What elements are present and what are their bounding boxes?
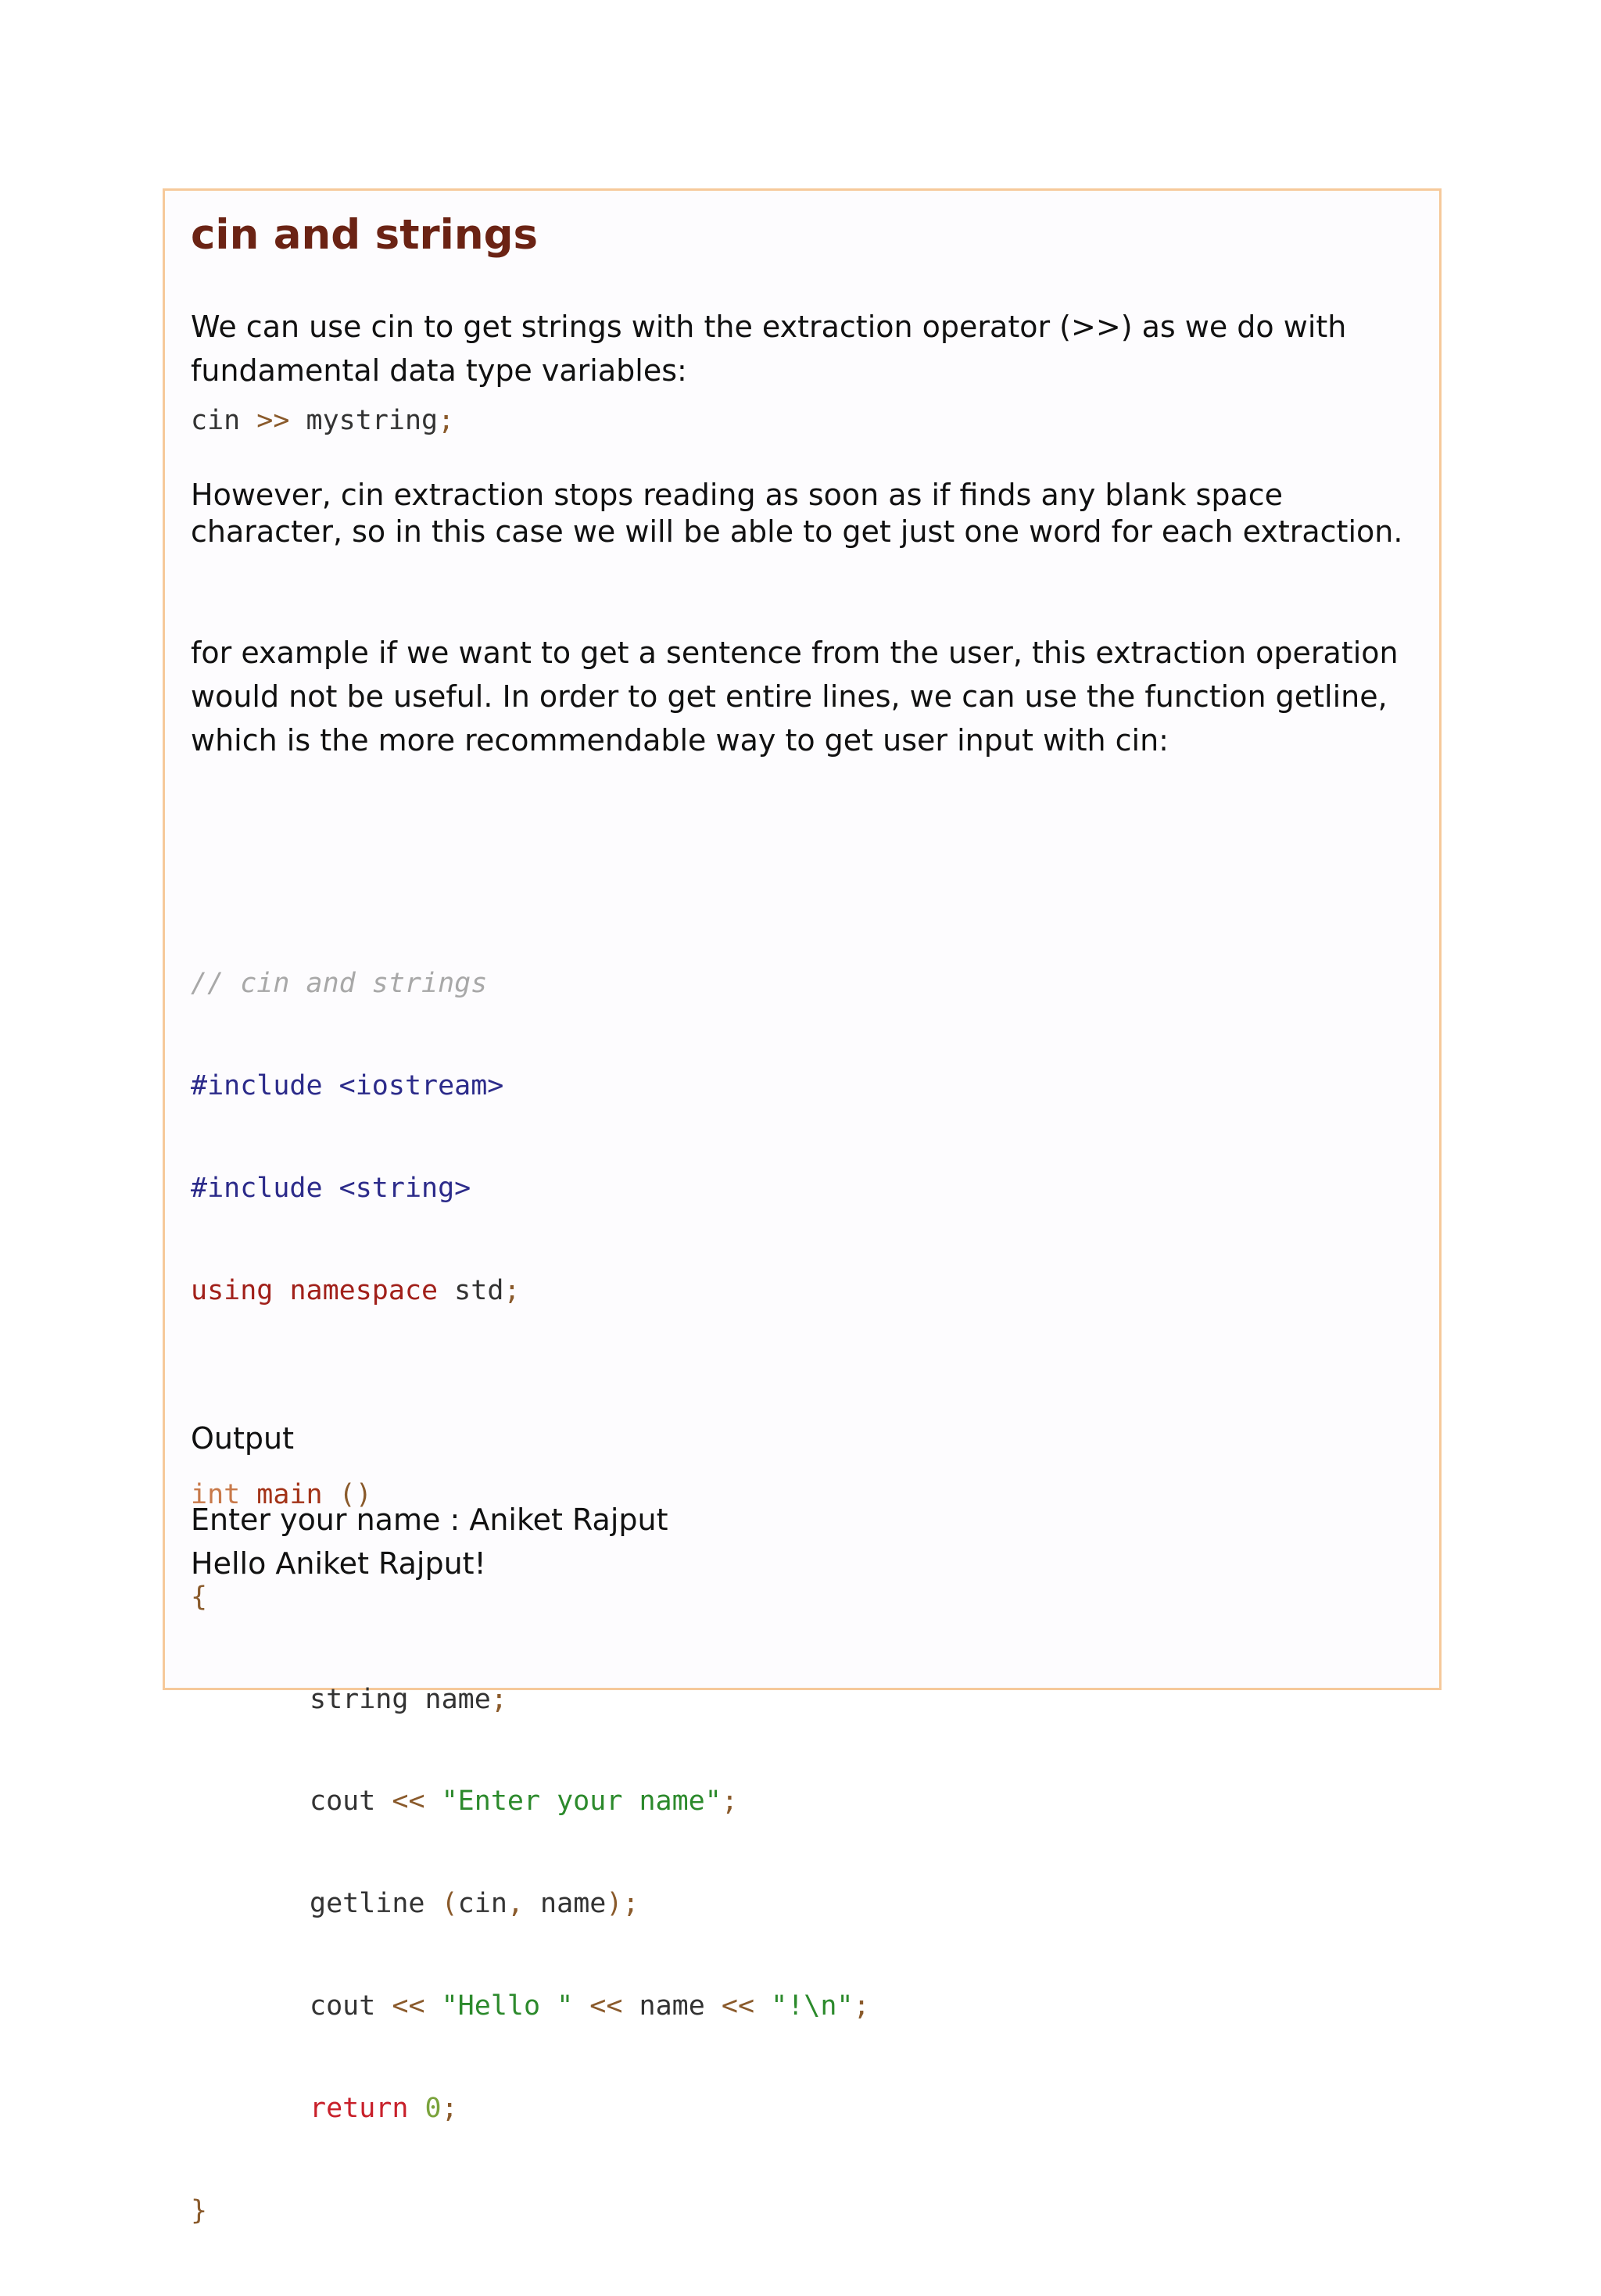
however-paragraph: However, cin extraction stops reading as soon as if finds any blank space character, so in this case we will be able to get just one word for each extraction. [191,478,1403,549]
code-token: using [191,1274,274,1306]
code-token: ; [503,1274,521,1306]
code-token: << [589,1990,623,2022]
code-line [191,1581,870,1615]
code-token: cin [191,405,241,436]
code-token: ; [490,1683,507,1715]
code-line [191,1274,870,1309]
code-line [191,1069,870,1104]
code-token: ; [622,1888,639,1920]
code-line [191,2194,870,2229]
example-paragraph: for example if we want to get a sentence from the user, this extraction operation would not be useful. In order to get entire lines, we can use the function getline, which is the more recommendable way to get user input with cin: [191,636,1399,758]
code-token: ; [853,1990,870,2022]
code-token: } [191,2194,208,2226]
page-title: cin and strings [191,211,539,259]
code-token: main [256,1479,323,1511]
code-token: { [191,1581,208,1613]
code-token: std [454,1274,504,1306]
code-token: "!\n" [771,1990,854,2022]
code-token: #include [191,1069,323,1101]
code-token: ) [606,1888,623,1920]
code-token: <iostream> [338,1069,504,1101]
code-token: return [310,2092,409,2124]
code-line [191,1683,870,1718]
code-token: cout [310,1990,376,2022]
code-token: name [639,1990,705,2022]
code-line [191,1172,870,1206]
code-token: <string> [338,1172,471,1204]
code-line [191,967,870,1001]
intro-paragraph: We can use cin to get strings with the extraction operator (>>) as we do with fundamental data type variables: [191,310,1347,388]
content-card [163,188,1442,2226]
code-token: ( [441,1888,458,1920]
output-block [191,1498,668,1585]
code-token: string [310,1683,409,1715]
code-comment: // cin and strings [191,968,488,1000]
code-token: namespace [289,1274,439,1306]
code-token: >> [256,405,290,436]
code-token: () [338,1479,372,1511]
code-token: #include [191,1172,323,1204]
code-token: << [721,1990,755,2022]
code-token: "Hello " [441,1990,574,2022]
code-block [191,899,870,2296]
output-line: Hello Aniket Rajput! [191,1546,486,1581]
code-line [191,1785,870,1819]
code-token: ; [438,405,455,436]
code-token: "Enter your name" [441,1786,722,1818]
code-token: ; [721,1786,738,1818]
code-line [191,1887,870,1922]
code-token: ; [441,2092,458,2124]
code-token: cout [310,1786,376,1818]
code-token: << [392,1990,425,2022]
code-line [191,1990,870,2024]
output-line: Enter your name : Aniket Rajput [191,1503,668,1537]
code-line [191,2092,870,2126]
code-token: mystring [306,405,439,436]
code-token: name [540,1888,607,1920]
code-token: cin [457,1888,507,1920]
code-token: 0 [424,2092,442,2124]
code-token: name [424,1683,491,1715]
inline-code-snippet [191,405,454,436]
code-token: << [392,1786,425,1818]
code-token: getline [310,1888,425,1920]
output-label: Output [191,1421,294,1456]
code-line [191,1376,870,1410]
code-token: int [191,1479,241,1511]
code-token: , [507,1888,524,1920]
